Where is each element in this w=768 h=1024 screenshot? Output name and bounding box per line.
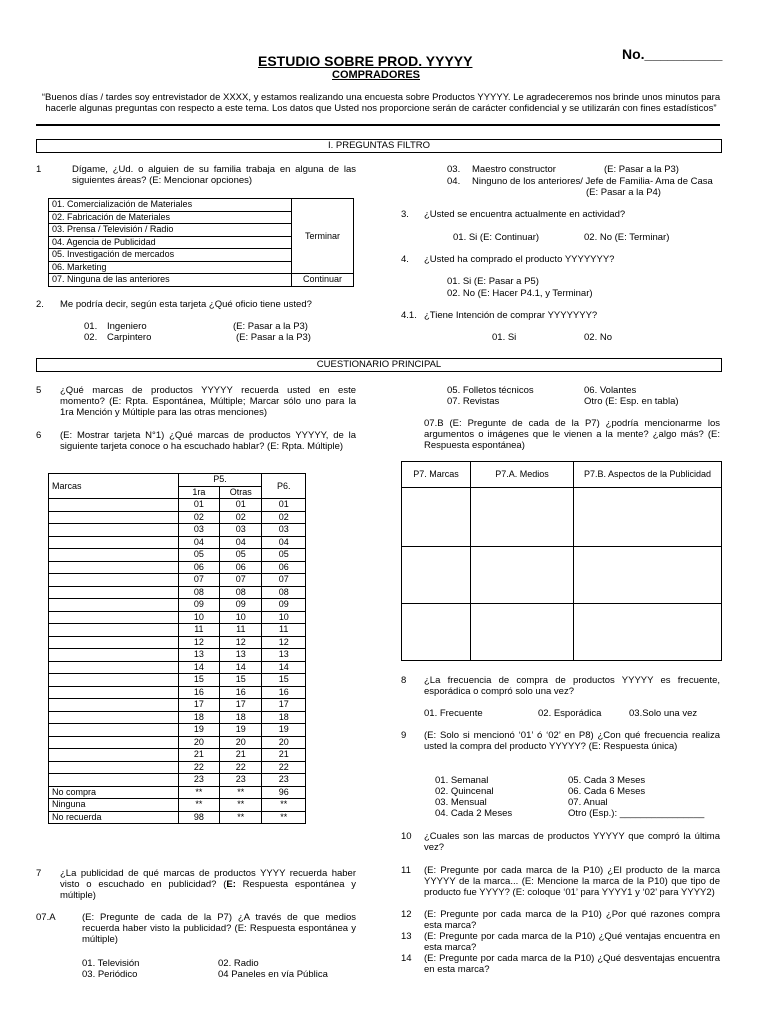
- q2-text: Me podría decir, según esta tarjeta ¿Qué oficio tiene usted?: [60, 299, 312, 310]
- extra-b: **: [220, 811, 262, 824]
- q3-text: ¿Usted se encuentra actualmente en actividad?: [424, 209, 626, 220]
- page-title: ESTUDIO SOBRE PROD. YYYYY: [258, 53, 473, 69]
- code-1ra: 05: [178, 549, 220, 562]
- q9-opt: Otro (Esp.): ________________: [568, 808, 705, 819]
- q7b-text: 07.B (E: Pregunte de cada de la P7) ¿podría mencionarme los argumentos o imágenes que le vienen a la mente? ¿algo más? (E: Respuesta espontánea): [424, 418, 720, 451]
- code-otras: 19: [220, 724, 262, 737]
- code-p6: 10: [262, 611, 306, 624]
- q41-number: 4.1.: [401, 310, 417, 321]
- extra-c: 96: [262, 786, 306, 799]
- q2-opt3-label: Maestro constructor: [472, 164, 556, 175]
- q2-number: 2.: [36, 299, 44, 310]
- q4-opt2: 02. No (E: Hacer P4.1, y Terminar): [447, 288, 593, 299]
- q8-opt: 01. Frecuente: [424, 708, 483, 719]
- code-otras: 08: [220, 586, 262, 599]
- header-marcas: Marcas: [49, 474, 179, 499]
- q7-text-c: Respuesta espontánea y múltiple): [60, 879, 357, 901]
- table-row: [49, 674, 306, 687]
- table-row: [49, 686, 306, 699]
- q3-opt1: 01. Si (E: Continuar): [453, 232, 540, 243]
- q2-opt3-code: 03.: [447, 164, 461, 175]
- header-otras: Otras: [220, 486, 262, 499]
- header-p5: P5.: [178, 474, 262, 487]
- code-1ra: 22: [178, 761, 220, 774]
- brand-cell: [49, 524, 179, 537]
- code-otras: 04: [220, 536, 262, 549]
- page-subtitle: COMPRADORES: [332, 69, 421, 81]
- brand-cell: [49, 624, 179, 637]
- p7-table: [401, 461, 722, 661]
- code-otras: 14: [220, 661, 262, 674]
- q2-opt2-code: 02.: [84, 332, 98, 343]
- q7-text: [60, 868, 356, 901]
- brand-cell: [49, 549, 179, 562]
- q12-text: (E: Pregunte por cada marca de la P10) ¿Por qué razones compra esta marca?: [424, 909, 720, 931]
- brand-cell: [49, 749, 179, 762]
- table-row: [49, 699, 306, 712]
- brand-cell: [49, 599, 179, 612]
- q13-number: 13: [401, 931, 412, 942]
- brand-cell: [49, 774, 179, 787]
- code-otras: 05: [220, 549, 262, 562]
- code-1ra: 02: [178, 511, 220, 524]
- q10-text: ¿Cuales son las marcas de productos YYYYY que compró la última vez?: [424, 831, 720, 853]
- code-p6: 06: [262, 561, 306, 574]
- code-p6: 07: [262, 574, 306, 587]
- code-p6: 14: [262, 661, 306, 674]
- brand-cell: [49, 761, 179, 774]
- code-p6: 08: [262, 586, 306, 599]
- brand-cell: [49, 586, 179, 599]
- media-option: 05. Folletos técnicos: [447, 385, 534, 396]
- code-p6: 17: [262, 699, 306, 712]
- table-row: [49, 661, 306, 674]
- q9-opt: 05. Cada 3 Meses: [568, 775, 646, 786]
- table-row: [49, 786, 306, 799]
- code-otras: 21: [220, 749, 262, 762]
- table-row: [49, 536, 306, 549]
- p7-cell: [574, 488, 722, 547]
- code-1ra: 13: [178, 649, 220, 662]
- q9-opt: 02. Quincenal: [435, 786, 494, 797]
- code-p6: 20: [262, 736, 306, 749]
- code-1ra: 08: [178, 586, 220, 599]
- media-option: 02. Radio: [218, 958, 259, 969]
- table-row: [49, 599, 306, 612]
- q7-text-a: ¿La publicidad de qué marcas de productos YYYY recuerda haber visto o escuchado en publicidad? (: [60, 868, 356, 890]
- code-otras: 15: [220, 674, 262, 687]
- code-1ra: 23: [178, 774, 220, 787]
- continuar-cell: Continuar: [292, 274, 354, 287]
- q1-table: [48, 198, 354, 287]
- brand-cell: [49, 711, 179, 724]
- brand-cell: [49, 674, 179, 687]
- code-p6: 01: [262, 499, 306, 512]
- code-1ra: 17: [178, 699, 220, 712]
- code-otras: 13: [220, 649, 262, 662]
- q4-opt1: 01. Si (E: Pasar a P5): [447, 276, 539, 287]
- q7-number: 7: [36, 868, 42, 879]
- code-p6: 15: [262, 674, 306, 687]
- q7a-number: 07.A: [36, 912, 56, 923]
- extra-a: **: [178, 799, 220, 812]
- brand-cell: [49, 649, 179, 662]
- q9-opt: 07. Anual: [568, 797, 608, 808]
- code-p6: 23: [262, 774, 306, 787]
- code-1ra: 16: [178, 686, 220, 699]
- p7-cell: [574, 604, 722, 661]
- intro-text: “Buenos días / tardes soy entrevistador de XXXX, y estamos realizando una encuesta sobre Productos YYYYY. Le agradeceremos nos brinde unos minutos para hacerle algunas preguntas con respecto a este tema. Los datos que Usted nos proporcione serán de carácter confidencial y se utilizarán con fines estadísticos”: [41, 92, 721, 114]
- q9-opt: 03. Mensual: [435, 797, 487, 808]
- media-option: 03. Periódico: [82, 969, 138, 980]
- q2-opt2-instr: (E: Pasar a la P3): [236, 332, 311, 343]
- header-1ra: 1ra: [178, 486, 220, 499]
- q1-number: 1: [36, 164, 42, 175]
- code-p6: 22: [262, 761, 306, 774]
- terminar-cell: Terminar: [292, 199, 354, 274]
- q9-opt: 04. Cada 2 Meses: [435, 808, 513, 819]
- code-otras: 01: [220, 499, 262, 512]
- q1-option: 05. Investigación de mercados: [49, 249, 292, 262]
- q9-number: 9: [401, 730, 407, 741]
- brand-cell: [49, 611, 179, 624]
- code-p6: 13: [262, 649, 306, 662]
- survey-number: No.__________: [622, 46, 723, 62]
- table-row: [49, 499, 306, 512]
- q7-text-b: E:: [226, 879, 236, 890]
- q12-number: 12: [401, 909, 412, 920]
- brand-cell: [49, 574, 179, 587]
- q9-opt: 01. Semanal: [435, 775, 489, 786]
- table-row: [49, 711, 306, 724]
- extra-label: No recuerda: [49, 811, 179, 824]
- code-p6: 12: [262, 636, 306, 649]
- p7-header-marcas: P7. Marcas: [402, 462, 471, 488]
- brand-cell: [49, 724, 179, 737]
- extra-b: **: [220, 799, 262, 812]
- brand-cell: [49, 511, 179, 524]
- code-otras: 07: [220, 574, 262, 587]
- table-row: [49, 511, 306, 524]
- table-row: [49, 749, 306, 762]
- code-1ra: 19: [178, 724, 220, 737]
- code-p6: 04: [262, 536, 306, 549]
- p7-cell: [471, 547, 574, 604]
- p7-header-aspectos: P7.B. Aspectos de la Publicidad: [574, 462, 722, 488]
- p7-cell: [402, 604, 471, 661]
- divider: [36, 124, 720, 126]
- p7-cell: [402, 488, 471, 547]
- q14-number: 14: [401, 953, 412, 964]
- brand-cell: [49, 561, 179, 574]
- code-1ra: 20: [178, 736, 220, 749]
- section-principal: CUESTIONARIO PRINCIPAL: [36, 358, 722, 372]
- extra-c: **: [262, 799, 306, 812]
- p7-cell: [471, 488, 574, 547]
- q1-option: 06. Marketing: [49, 261, 292, 274]
- media-option: 07. Revistas: [447, 396, 500, 407]
- q9-text: (E: Solo si mencionó ‘01’ ó ‘02’ en P8) ¿Con qué frecuencia realiza usted la compra del producto YYYYY? (E: Respuesta única): [424, 730, 720, 752]
- code-p6: 09: [262, 599, 306, 612]
- table-row: [49, 574, 306, 587]
- q11-text: (E: Pregunte por cada marca de la P10) ¿El producto de la marca YYYYY de la marca... (E: Mencione la marca de la P10) que tipo de producto fue YYYY? (E: coloque ‘01’ para YYYY1 y ‘02’ para YYYY2): [424, 865, 720, 898]
- table-row: [49, 724, 306, 737]
- q1-option: 01. Comercialización de Materiales: [49, 199, 292, 212]
- q5-text: ¿Qué marcas de productos YYYYY recuerda usted en este momento? (E: Rpta. Espontánea, Múltiple; Marcar sólo uno para la 1ra Mención y Múltiple para las otras menciones): [60, 385, 356, 418]
- extra-a: 98: [178, 811, 220, 824]
- brand-cell: [49, 686, 179, 699]
- q2-opt1-label: Ingeniero: [107, 321, 147, 332]
- code-otras: 03: [220, 524, 262, 537]
- q1-text: Dígame, ¿Ud. o alguien de su familia trabaja en alguna de las siguientes áreas? (E: Mencionar opciones): [72, 164, 356, 186]
- media-option: 04 Paneles en vía Pública: [218, 969, 328, 980]
- q9-opt: 06. Cada 6 Meses: [568, 786, 646, 797]
- p7-cell: [402, 547, 471, 604]
- code-1ra: 04: [178, 536, 220, 549]
- extra-b: **: [220, 786, 262, 799]
- code-1ra: 12: [178, 636, 220, 649]
- extra-label: Ninguna: [49, 799, 179, 812]
- code-p6: 18: [262, 711, 306, 724]
- table-row: [49, 811, 306, 824]
- q1-option: 02. Fabricación de Materiales: [49, 211, 292, 224]
- q2-opt1-instr: (E: Pasar a la P3): [233, 321, 308, 332]
- code-1ra: 15: [178, 674, 220, 687]
- table-row: [49, 549, 306, 562]
- code-otras: 06: [220, 561, 262, 574]
- code-p6: 05: [262, 549, 306, 562]
- brand-cell: [49, 699, 179, 712]
- q8-opt: 02. Esporádica: [538, 708, 602, 719]
- table-row: [49, 524, 306, 537]
- code-otras: 09: [220, 599, 262, 612]
- q4-text: ¿Usted ha comprado el producto YYYYYYY?: [424, 254, 615, 265]
- brand-cell: [49, 661, 179, 674]
- code-otras: 12: [220, 636, 262, 649]
- code-1ra: 14: [178, 661, 220, 674]
- q6-number: 6: [36, 430, 42, 441]
- code-1ra: 21: [178, 749, 220, 762]
- p7-header-medios: P7.A. Medios: [471, 462, 574, 488]
- p7-cell: [471, 604, 574, 661]
- brand-cell: [49, 499, 179, 512]
- q2-opt1-code: 01.: [84, 321, 98, 332]
- code-otras: 17: [220, 699, 262, 712]
- q13-text: (E: Pregunte por cada marca de la P10) ¿Qué ventajas encuentra en esta marca?: [424, 931, 720, 953]
- q1-option: 03. Prensa / Televisión / Radio: [49, 224, 292, 237]
- brand-cell: [49, 736, 179, 749]
- code-otras: 02: [220, 511, 262, 524]
- code-1ra: 11: [178, 624, 220, 637]
- code-p6: 11: [262, 624, 306, 637]
- extra-c: **: [262, 811, 306, 824]
- p7-cell: [574, 547, 722, 604]
- code-otras: 18: [220, 711, 262, 724]
- media-option: 06. Volantes: [584, 385, 637, 396]
- q41-opt2: 02. No: [584, 332, 612, 343]
- code-otras: 20: [220, 736, 262, 749]
- code-p6: 02: [262, 511, 306, 524]
- q2-opt4-label: Ninguno de los anteriores/ Jefe de Familia- Ama de Casa: [472, 176, 713, 187]
- q11-number: 11: [401, 865, 411, 876]
- media-option: 01. Televisión: [82, 958, 140, 969]
- section-filtro: I. PREGUNTAS FILTRO: [36, 139, 722, 153]
- brand-table: [48, 473, 306, 824]
- code-p6: 21: [262, 749, 306, 762]
- q14-text: (E: Pregunte por cada marca de la P10) ¿Qué desventajas encuentra en esta marca?: [424, 953, 720, 975]
- table-row: [49, 586, 306, 599]
- table-row: [49, 649, 306, 662]
- table-row: [49, 761, 306, 774]
- table-row: [49, 636, 306, 649]
- q2-opt3-instr: (E: Pasar a la P3): [604, 164, 679, 175]
- q5-number: 5: [36, 385, 42, 396]
- code-1ra: 07: [178, 574, 220, 587]
- code-p6: 03: [262, 524, 306, 537]
- code-1ra: 10: [178, 611, 220, 624]
- table-row: [49, 799, 306, 812]
- code-1ra: 09: [178, 599, 220, 612]
- q2-opt4-code: 04.: [447, 176, 461, 187]
- extra-label: No compra: [49, 786, 179, 799]
- q2-opt4-instr: (E: Pasar a la P4): [586, 187, 661, 198]
- table-row: [49, 611, 306, 624]
- table-row: [49, 624, 306, 637]
- q4-number: 4.: [401, 254, 409, 265]
- q1-option: 04. Agencia de Publicidad: [49, 236, 292, 249]
- brand-cell: [49, 536, 179, 549]
- code-1ra: 01: [178, 499, 220, 512]
- code-otras: 22: [220, 761, 262, 774]
- brand-cell: [49, 636, 179, 649]
- q2-opt2-label: Carpintero: [107, 332, 152, 343]
- code-otras: 16: [220, 686, 262, 699]
- header-p6: P6.: [262, 474, 306, 499]
- q8-text: ¿La frecuencia de compra de productos YYYYY es frecuente, esporádica o compró solo una vez?: [424, 675, 720, 697]
- q8-number: 8: [401, 675, 407, 686]
- code-1ra: 03: [178, 524, 220, 537]
- q41-opt1: 01. Si: [492, 332, 517, 343]
- q10-number: 10: [401, 831, 412, 842]
- code-p6: 16: [262, 686, 306, 699]
- q3-opt2: 02. No (E: Terminar): [584, 232, 670, 243]
- q1-option: 07. Ninguna de las anteriores: [49, 274, 292, 287]
- q8-opt: 03.Solo una vez: [629, 708, 698, 719]
- code-otras: 10: [220, 611, 262, 624]
- code-1ra: 18: [178, 711, 220, 724]
- media-option: Otro (E: Esp. en tabla): [584, 396, 679, 407]
- code-otras: 23: [220, 774, 262, 787]
- table-row: [49, 774, 306, 787]
- extra-a: **: [178, 786, 220, 799]
- q7a-text: (E: Pregunte de cada de la P7) ¿A través de que medios recuerda haber visto la publicidad? (E: Respuesta espontánea y múltiple): [82, 912, 356, 945]
- q41-text: ¿Tiene Intención de comprar YYYYYYY?: [424, 310, 598, 321]
- q6-text: (E: Mostrar tarjeta N°1) ¿Qué marcas de productos YYYYY, de la siguiente tarjeta conoce o ha escuchado hablar? (E: Rpta. Múltiple): [60, 430, 356, 452]
- table-row: [49, 736, 306, 749]
- code-otras: 11: [220, 624, 262, 637]
- table-row: [49, 561, 306, 574]
- code-p6: 19: [262, 724, 306, 737]
- code-1ra: 06: [178, 561, 220, 574]
- q3-number: 3.: [401, 209, 409, 220]
